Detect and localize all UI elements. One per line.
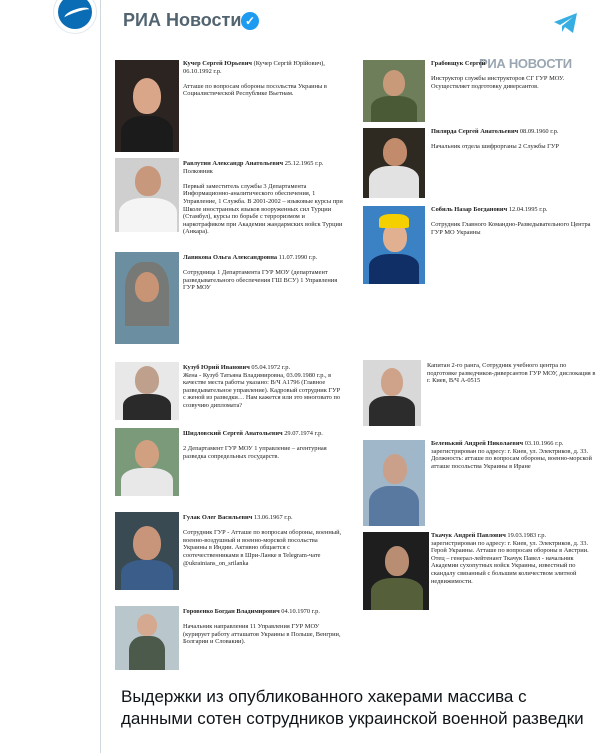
photo-10 (363, 440, 425, 526)
globe-icon (58, 0, 92, 29)
entry-4: Равлутин Александр Анатольевич 25.12.1965 г.р. Полковник Первый заместитель службы 3 Департамента Информационно-аналитического обеспечения, 1 Управление, 1 Служба. В 2001-2002 – языковые курсы при Школе иностранных языков вооруженных сил Турции (Стамбул), курсы по борьбе с терроризмом и наркотрафиком при Академии жандармских войск Турции (Анкара). (183, 160, 343, 236)
verified-badge-icon: ✓ (241, 12, 259, 30)
account-name[interactable]: РИА Новости (123, 10, 242, 30)
entry-13: Горовенко Богдан Владимирович 04.10.1970 г.р. Начальник направления 11 Управления ГУР МОУ (курирует работу атташатов Украины в Польше, Венгрии, Болгарии и Словакии). (183, 608, 341, 646)
entry-12: Ткачук Андрей Павлович 19.03.1983 г.р. зарегистрирован по адресу: г. Киев, ул. Электриков, д. 33. Герой Украины. Атташе по вопросам обороны в Австрии. Отец – генерал-лейтенант Ткачук Павел - начальник Академии сухопутных войск Украины, известный по скандалу связанный с большим количеством элитной недвижимости. (431, 532, 589, 585)
photo-12 (363, 532, 429, 610)
ria-logo-avatar[interactable] (53, 0, 97, 34)
entry-11: Гулак Олег Васильевич 13.06.1967 г.р. Сотрудник ГУР - Атташе по вопросам обороны, военный, военно-воздушный и военно-морской посольства Украины в Индии. Активно общается с соотечественниками в Шри-Ланке в Telegram-чате @ukrainians_on_srilanka (183, 514, 342, 567)
entry-2: Грабовщук Сергей Инструктор службы инструкторов СГ ГУР МОУ. Осуществляет подготовку диверсантов. (431, 60, 565, 90)
entry-8: Капитан 2-го ранга, Сотрудник учебного центра по подготовке разведчиков-диверсантов ГУР МОУ, дислокация в г. Киев, В/Ч А-0515 (427, 362, 596, 385)
photo-8 (363, 360, 421, 426)
tweet-card (100, 0, 606, 753)
photo-3 (363, 60, 425, 122)
photo-5 (363, 206, 425, 284)
leaked-document-image[interactable] (111, 48, 597, 673)
photo-6 (115, 252, 179, 344)
watermark: РИА НОВОСТИ (479, 56, 572, 71)
entry-10: Беленький Андрей Николаевич 03.10.1966 г.р. зарегистрирован по адресу: г. Киев, ул. Электриков, д. 33. Должность: атташе по вопросам обороны, военно-морской атташе посольства Украины в Иране (431, 440, 592, 470)
entry-5: Собиль Назар Богданович 12.04.1995 г.р. Сотрудник Главного Командно-Разведывательного Центра ГУР МО Украины (431, 206, 591, 236)
photo-1 (115, 60, 179, 152)
entry-1: Кучер Сергей Юрьевич (Кучер Сергій Юрійович), 06.10.1992 г.р. Атташе по вопросам обороны посольства Украины в Социалистической Республике Вьетнам. (183, 60, 327, 98)
photo-9 (115, 428, 179, 496)
entry-7: Кузуб Юрий Иванович 05.04.1972 г.р. Жена - Кузуб Татьяна Владимировна, 03.09.1980 г.р., в качестве места работы указано: В/Ч А1796 (Главное разведывательное управление). Кадровый сотрудник ГУР с женой из разведки… Нам кажется или это многовато по созвучию дипломата? (183, 364, 341, 409)
photo-4 (363, 128, 425, 198)
entry-6: Лавикова Ольга Александровна 11.07.1990 г.р. Сотрудница 1 Департамента ГУР МОУ (департамент разведывательного обеспечения ГШ ВСУ) 1 Управления ГУР МОУ (183, 254, 338, 292)
photo-11 (115, 512, 179, 590)
entry-3: Пилярда Сергей Анатольевич 08.09.1960 г.р. Начальник отдела шифрорганы 2 Службы ГУР (431, 128, 559, 151)
photo-2 (115, 158, 179, 232)
telegram-icon[interactable] (553, 12, 579, 34)
tweet-header (101, 0, 606, 46)
photo-13 (115, 606, 179, 670)
tweet-caption: Выдержки из опубликованного хакерами массива с данными сотен сотрудников украинской военной разведки (121, 687, 584, 728)
photo-7 (115, 362, 179, 420)
entry-9: Шидловский Сергей Анатольевич 29.07.1974 г.р. 2 Департамент ГУР МОУ 1 управление – агентурная разведка сопредельных государств. (183, 430, 327, 460)
